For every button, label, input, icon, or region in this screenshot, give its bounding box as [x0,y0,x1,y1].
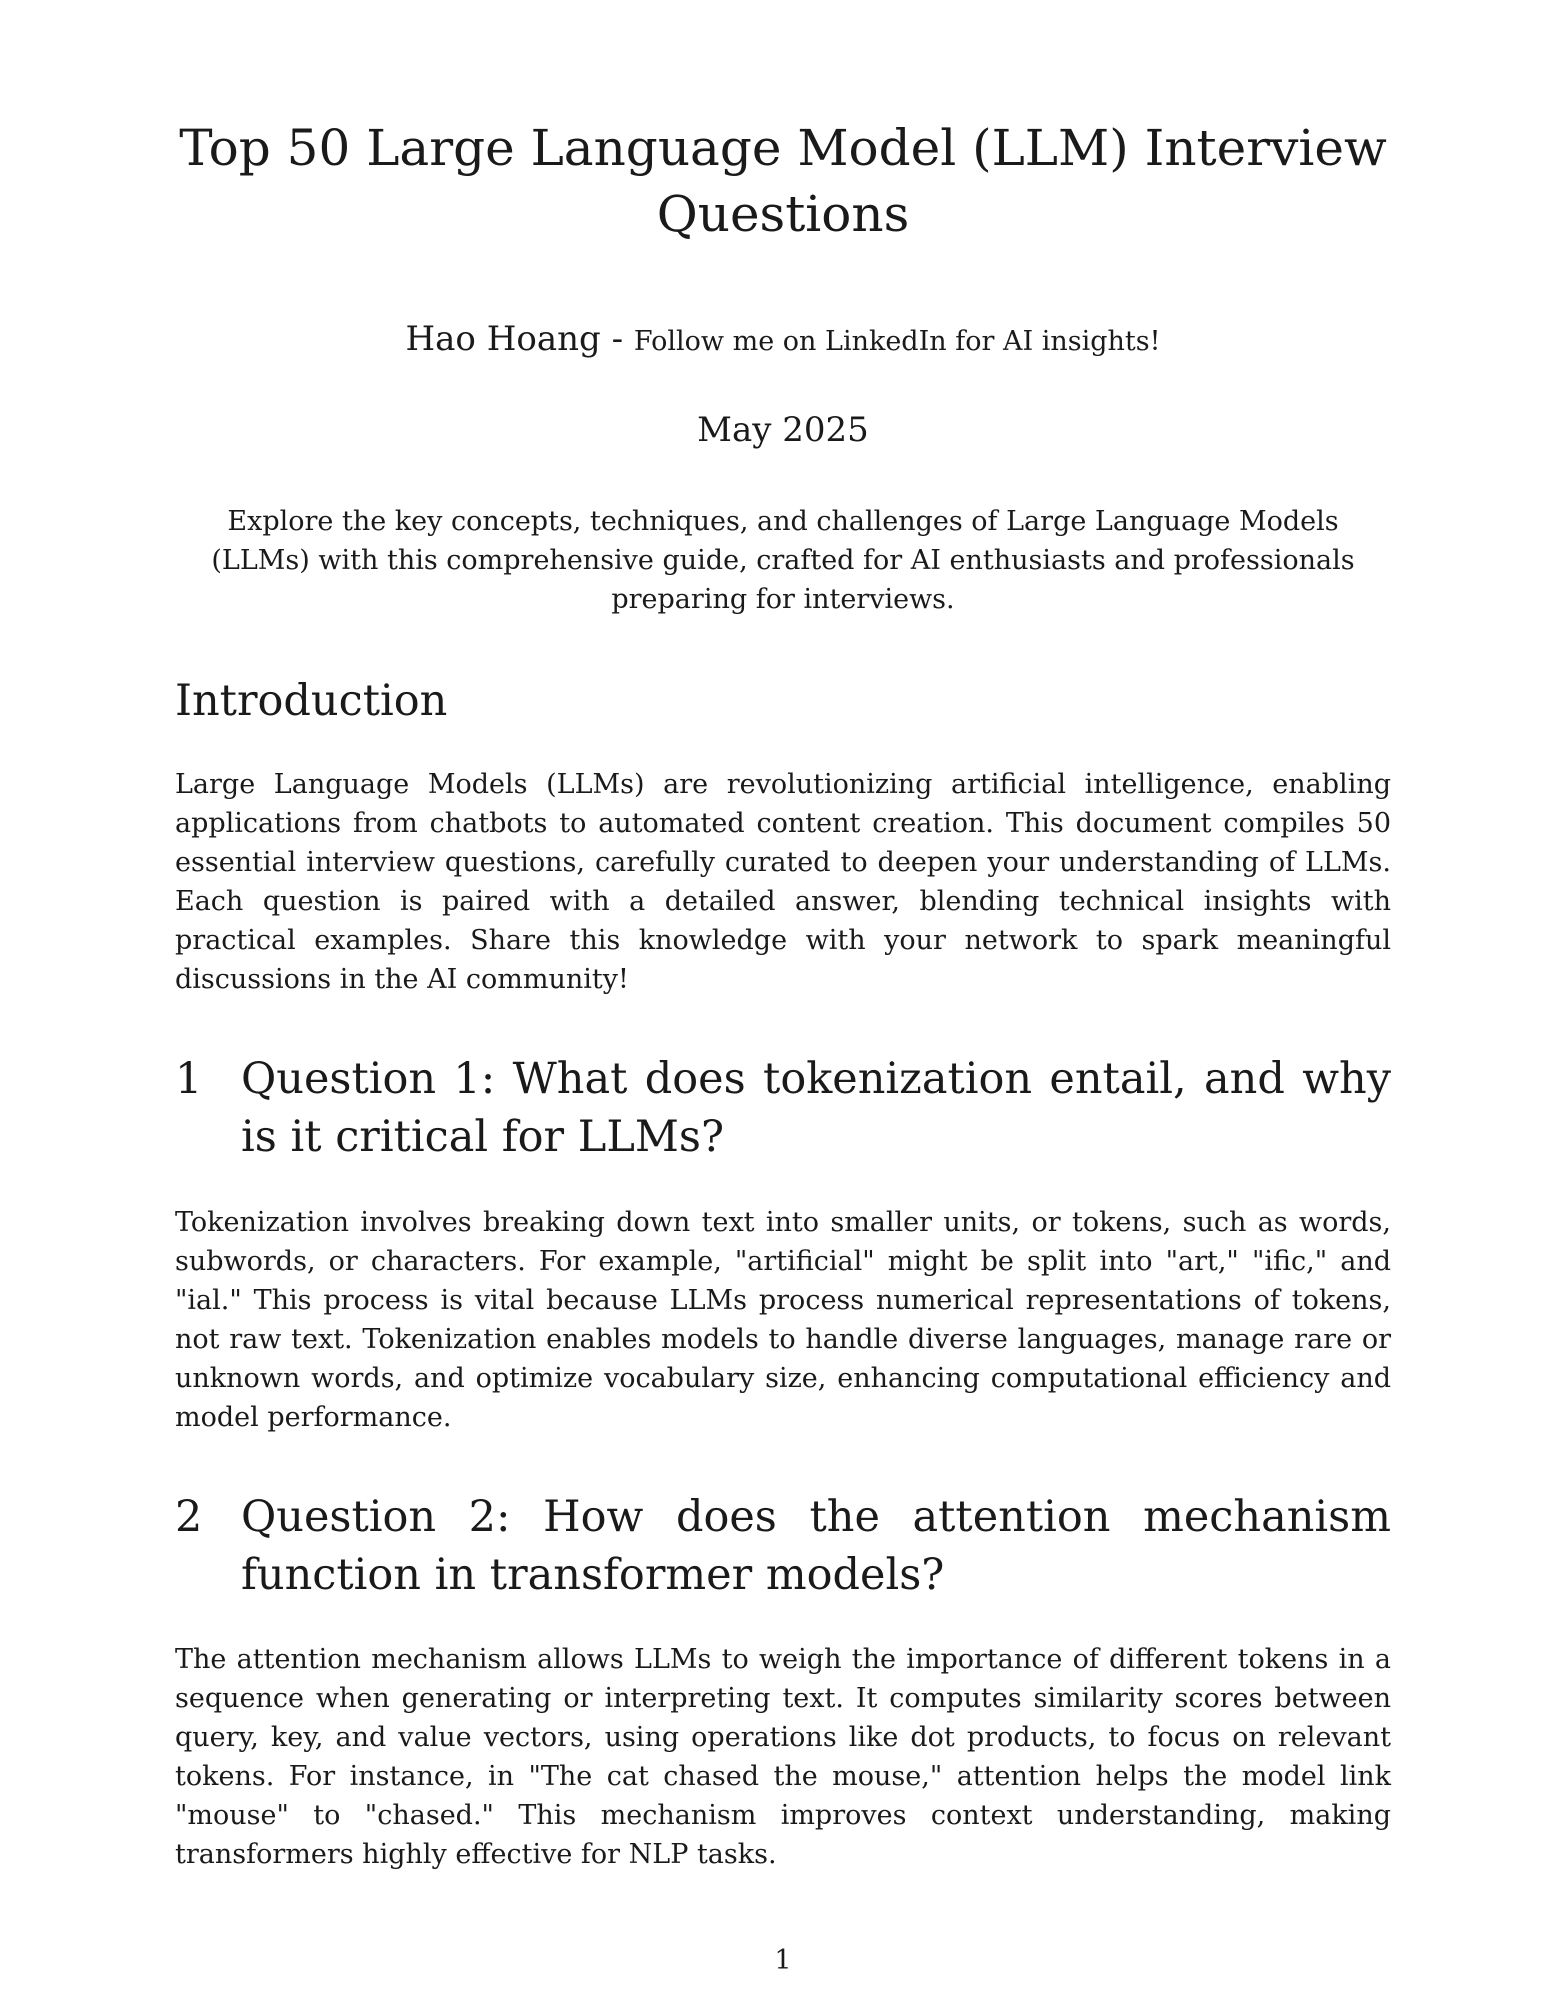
section-2-heading [175,1488,1391,1604]
section-1-title: Question 1: What does tokenization entail, and why is it critical for LLMs? [241,1054,1391,1162]
abstract: Explore the key concepts, techniques, and challenges of Large Language Models (LLMs) with this comprehensive guide, crafted for AI enthusiasts and professionals preparing for interviews. [211,506,1355,615]
section-1-number: 1 [175,1054,203,1104]
section-1-body: Tokenization involves breaking down text into smaller units, or tokens, such as words, subwords, or characters. For example, "artificial" might be split into "art," "ific," and "ial." This process is vital because LLMs process numerical representations of tokens, not raw text. Tokenization enables models to handle diverse languages, manage rare or unknown words, and optimize vocabulary size, enhancing computational efficiency and model performance. [175,1207,1391,1433]
author-separator: - [600,319,634,359]
introduction-heading: Introduction [175,676,448,726]
section-1-heading [175,1050,1391,1166]
document-title: Top 50 Large Language Model (LLM) Interview Questions [179,119,1387,243]
author-name: Hao Hoang [405,319,601,359]
author-tagline: Follow me on LinkedIn for AI insights! [633,326,1161,357]
section-2-body: The attention mechanism allows LLMs to weigh the importance of different tokens in a sequence when generating or interpreting text. It computes similarity scores between query, key, and value vectors, using operations like dot products, to focus on relevant tokens. For instance, in "The cat chased the mouse," attention helps the model link "mouse" to "chased." This mechanism improves context understanding, making transformers highly effective for NLP tasks. [175,1644,1391,1870]
page-number: 1 [774,1945,792,1976]
introduction-body: Large Language Models (LLMs) are revolutionizing artificial intelligence, enabling applications from chatbots to automated content creation. This document compiles 50 essential interview questions, carefully curated to deepen your understanding of LLMs. Each question is paired with a detailed answer, blending technical insights with practical examples. Share this knowledge with your network to spark meaningful discussions in the AI community! [175,769,1391,995]
document-date: May 2025 [697,410,869,450]
section-2-number: 2 [175,1492,203,1542]
author-line [175,318,1391,363]
section-2-title: Question 2: How does the attention mechanism function in transformer models? [241,1492,1391,1600]
